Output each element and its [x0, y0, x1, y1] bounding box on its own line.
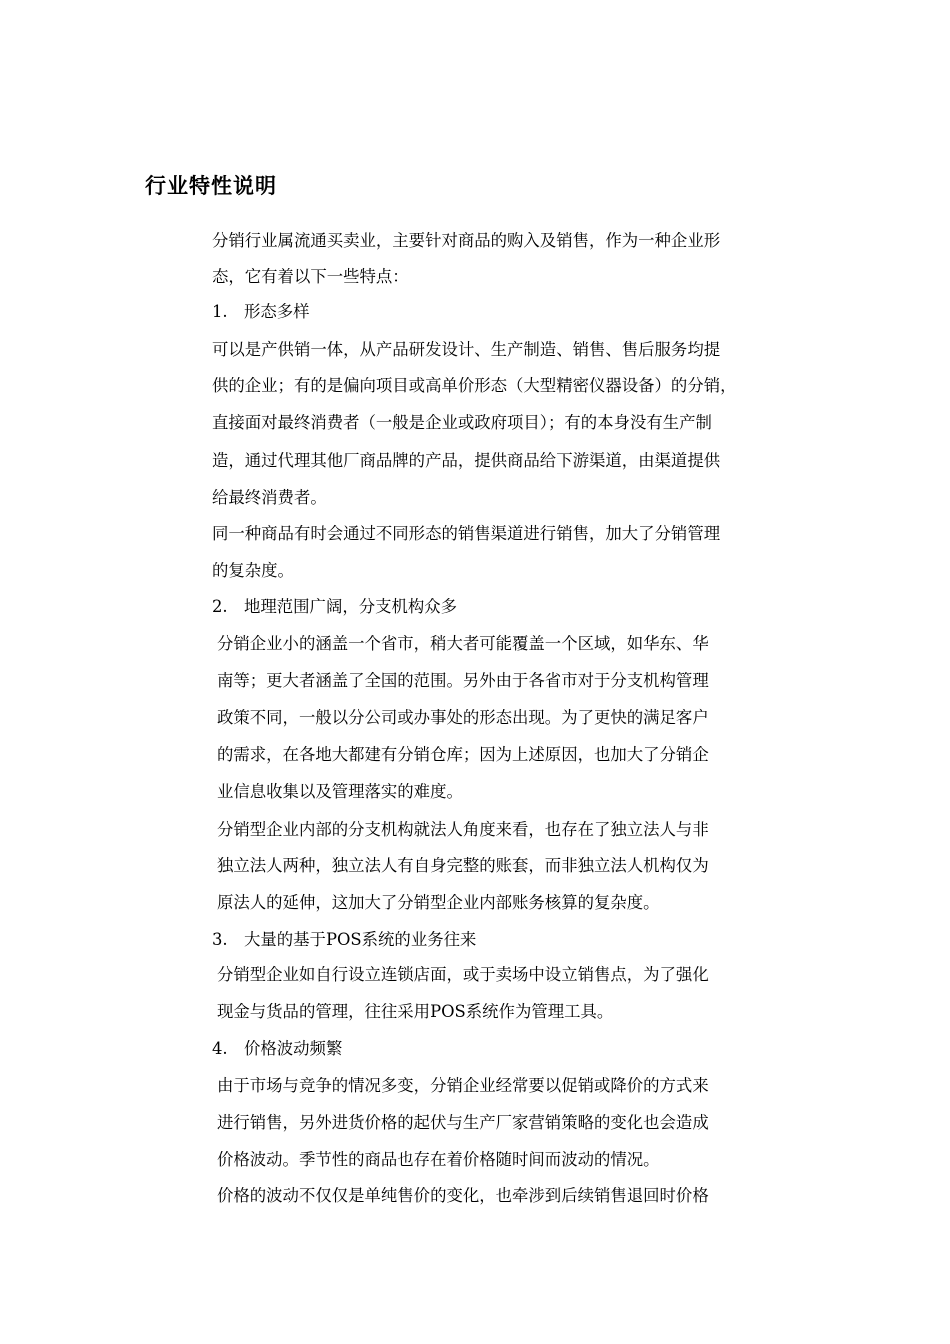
paragraph-line: 给最终消费者。 — [212, 488, 327, 507]
paragraph-line: 造，通过代理其他厂商品牌的产品，提供商品给下游渠道，由渠道提供 — [212, 451, 721, 470]
section-title: 形态多样 — [244, 302, 310, 321]
paragraph-line: 原法人的延伸，这加大了分销型企业内部账务核算的复杂度。 — [217, 893, 660, 912]
section-heading — [212, 929, 476, 951]
intro-line: 分销行业属流通买卖业，主要针对商品的购入及销售，作为一种企业形 — [212, 231, 721, 250]
section-title: 地理范围广阔，分支机构众多 — [244, 597, 458, 616]
paragraph-line: 可以是产供销一体，从产品研发设计、生产制造、销售、售后服务均提 — [212, 340, 721, 359]
paragraph-line: 分销企业小的涵盖一个省市，稍大者可能覆盖一个区域，如华东、华 — [217, 634, 709, 653]
paragraph-line: 南等；更大者涵盖了全国的范围。另外由于各省市对于分支机构管理 — [217, 671, 709, 690]
paragraph-line: 分销型企业内部的分支机构就法人角度来看，也存在了独立法人与非 — [217, 820, 709, 839]
section-number: 4. — [212, 1039, 228, 1058]
paragraph-line: 分销型企业如自行设立连锁店面，或于卖场中设立销售点，为了强化 — [217, 965, 709, 984]
paragraph-line: 由于市场与竞争的情况多变，分销企业经常要以促销或降价的方式来 — [217, 1076, 709, 1095]
section-heading — [212, 1038, 342, 1060]
intro-line: 态，它有着以下一些特点： — [212, 267, 409, 286]
section-heading — [212, 301, 310, 323]
paragraph-line: 直接面对最终消费者（一般是企业或政府项目）；有的本身没有生产制 — [212, 413, 712, 432]
paragraph-line: 现金与货品的管理，往往采用POS系统作为管理工具。 — [217, 1002, 614, 1021]
section-number: 1. — [212, 302, 228, 321]
paragraph-line: 业信息收集以及管理落实的难度。 — [217, 782, 463, 801]
section-number: 2. — [212, 597, 228, 616]
page-title: 行业特性说明 — [145, 174, 277, 198]
paragraph-line: 的需求，在各地大都建有分销仓库；因为上述原因，也加大了分销企 — [217, 745, 709, 764]
section-heading — [212, 596, 457, 618]
paragraph-line: 同一种商品有时会通过不同形态的销售渠道进行销售，加大了分销管理 — [212, 524, 721, 543]
paragraph-line: 独立法人两种，独立法人有自身完整的账套，而非独立法人机构仅为 — [217, 856, 709, 875]
section-title: 大量的基于POS系统的业务往来 — [244, 930, 477, 949]
paragraph-line: 价格的波动不仅仅是单纯售价的变化，也牵涉到后续销售退回时价格 — [217, 1186, 709, 1205]
paragraph-line: 供的企业；有的是偏向项目或高单价形态（大型精密仪器设备）的分销， — [212, 376, 737, 395]
paragraph-line: 进行销售，另外进货价格的起伏与生产厂家营销策略的变化也会造成 — [217, 1113, 709, 1132]
paragraph-line: 政策不同，一般以分公司或办事处的形态出现。为了更快的满足客户 — [217, 708, 709, 727]
section-title: 价格波动频繁 — [244, 1039, 343, 1058]
paragraph-line: 的复杂度。 — [212, 561, 294, 580]
paragraph-line: 价格波动。季节性的商品也存在着价格随时间而波动的情况。 — [217, 1150, 660, 1169]
section-number: 3. — [212, 930, 228, 949]
